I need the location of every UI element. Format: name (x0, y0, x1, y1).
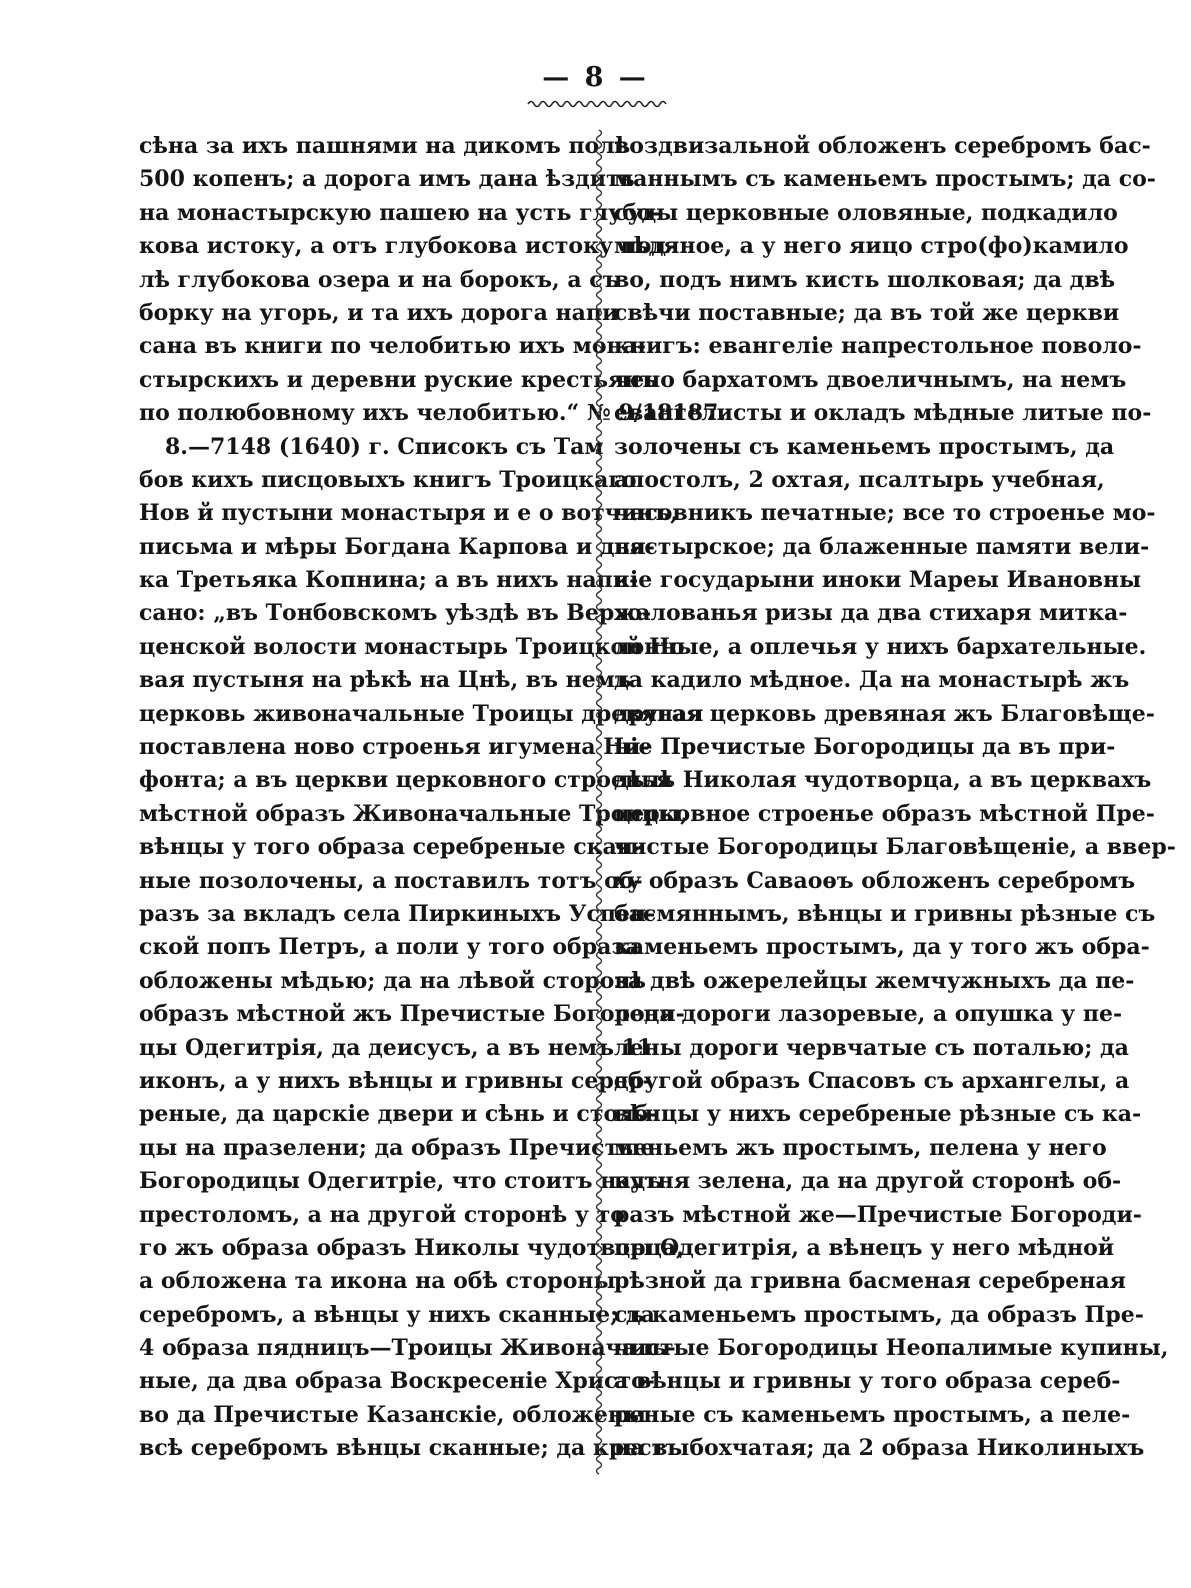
text-line: церковное строенье образъ мѣстной Пре- (614, 800, 1155, 827)
page-header (0, 62, 1191, 110)
text-line: чистые Богородицы Неопалимые купины, (614, 1335, 1169, 1362)
text-line: разъ за вкладъ села Пиркиныхъ Успен- (139, 900, 656, 927)
text-line: вѣнцы у того образа серебреные скан- (139, 834, 643, 861)
text-line: да кадило мѣдное. Да на монастырѣ жъ (614, 667, 1130, 694)
text-line: кіе государыни иноки Мареы Ивановны (614, 567, 1142, 594)
text-line: во, подъ нимъ кисть шолковая; да двѣ (614, 266, 1116, 293)
text-line: жалованья ризы да два стихаря митка- (614, 600, 1128, 627)
text-line: лѣ глубокова озера и на борокъ, а съ (139, 266, 620, 293)
text-line: образъ мѣстной жъ Пречистые Богороди- (139, 1001, 685, 1028)
text-line: за двѣ ожерелейцы жемчужныхъ да пе- (614, 967, 1135, 994)
text-line: ской попъ Петръ, а поли у того образа (139, 934, 640, 961)
text-line: маннымъ съ каменьемъ простымъ; да со- (614, 166, 1156, 193)
text-line: а обложена та икона на обѣ стороны (139, 1268, 616, 1295)
text-line: свѣчи поставные; да въ той же церкви (614, 299, 1120, 326)
text-line: го жъ образа образъ Николы чудотворца, (139, 1234, 684, 1261)
text-line: воздвизальной обложенъ серебромъ бас- (614, 133, 1151, 159)
text-line: цы на празелени; да образъ Пречистые (139, 1134, 655, 1161)
text-line: цы Одегитрія, а вѣнецъ у него мѣдной (614, 1234, 1115, 1261)
text-line: кова истоку, а отъ глубокова истоку под- (139, 233, 676, 260)
text-line: суды церковные оловяные, подкадило (614, 199, 1118, 226)
text-line: апостолъ, 2 охтая, псалтырь учебная, (614, 466, 1105, 493)
left-column (139, 130, 726, 1466)
text-line: другой образъ Спасовъ съ архангелы, а (614, 1067, 1130, 1094)
text-line-entry-start: 8.—7148 (1640) г. Списокъ съ Там (165, 433, 604, 460)
text-line: фонта; а въ церкви церковного строенья (139, 767, 673, 794)
text-line: съ каменьемъ простымъ, да образъ Пре- (614, 1301, 1144, 1328)
text-line: 4 образа пядницъ—Троицы Живоначаль- (139, 1335, 676, 1362)
text-line: бов кихъ писцовыхъ книгъ Троицкаго (139, 466, 637, 493)
text-line: часовникъ печатные; все то строенье мо- (614, 500, 1156, 527)
text-line: дѣлѣ Николая чудотворца, а въ церквахъ (614, 767, 1152, 794)
text-line: книгъ: евангеліе напрестольное поволо- (614, 333, 1142, 360)
text-line: лены дороги червчатые съ поталью; да (614, 1034, 1129, 1061)
text-line: сѣна за ихъ пашнями на дикомъ полѣ (139, 133, 631, 159)
text-line: цы Одегитрія, да деисусъ, а въ немъ 11 (139, 1034, 653, 1061)
text-line: ніе Пречистые Богородицы да въ при- (614, 734, 1116, 761)
text-line: настырское; да блаженные памяти вели- (614, 533, 1150, 560)
text-line: кутня зелена, да на другой сторонѣ об- (614, 1168, 1122, 1195)
text-line: всѣ серебромъ вѣнцы сканные; да крестъ (139, 1435, 683, 1462)
text-line: престоломъ, а на другой сторонѣ у то (139, 1201, 625, 1228)
text-line: вѣнцы у нихъ серебреные рѣзные съ ка- (614, 1101, 1142, 1128)
text-line: церковь живоначальные Троицы древяная (139, 700, 704, 727)
text-line: поставлена ново строенья игумена Ни- (139, 734, 650, 761)
text-line: реные, да царскіе двери и сѣнь и столб- (139, 1101, 658, 1128)
text-line: письма и мѣры Богдана Карпова и дья- (139, 533, 655, 560)
text-line: лонные, а оплечья у нихъ бархательные. (614, 633, 1147, 660)
text-line: борку на угорь, и та ихъ дорога напи (139, 299, 619, 326)
text-line: сана въ книги по челобитью ихъ мона- (139, 333, 646, 360)
text-line: иконъ, а у нихъ вѣнцы и гривны сереб- (139, 1067, 652, 1094)
text-line: 500 копенъ; а дорога имъ дана ѣздить (139, 166, 635, 193)
text-line: стырскихъ и деревни руские крестьянъ (139, 366, 658, 393)
header-wavy-rule (526, 98, 666, 110)
text-line: меньемъ жъ простымъ, пелена у него (614, 1134, 1107, 1161)
text-line: по полюбовному ихъ челобитью.“ № 9/18187. (139, 400, 726, 427)
text-line: ху образъ Саваоѳъ обложенъ серебромъ (614, 867, 1136, 894)
text-line: чено бархатомъ двоеличнымъ, на немъ (614, 366, 1127, 393)
text-line: ные позолочены, а поставилъ тотъ об- (139, 867, 643, 894)
text-line: вая пустыня на рѣкѣ на Цнѣ, въ немъ (139, 667, 632, 694)
text-line: во да Пречистые Казанскіе, обложены (139, 1401, 647, 1428)
text-line: на выбохчатая; да 2 образа Николиныхъ (614, 1435, 1145, 1462)
text-line: другая церковь древяная жъ Благовѣще- (614, 700, 1155, 727)
text-line: евангелисты и окладъ мѣдные литые по- (614, 400, 1152, 427)
text-line: Богородицы Одегитріе, что стоитъ надъ (139, 1168, 663, 1195)
text-line: разъ мѣстной же—Пречистые Богороди- (614, 1201, 1142, 1228)
column-divider-wavy-rule (589, 130, 609, 1465)
text-line: золочены съ каменьемъ простымъ, да (614, 433, 1115, 460)
right-column (614, 130, 1176, 1466)
page-number: — 8 — (542, 62, 649, 93)
text-line: лена дороги лазоревые, а опушка у пе- (614, 1001, 1123, 1028)
text-line: на монастырскую пашею на усть глубо- (139, 199, 661, 226)
text-line: серебромъ, а вѣнцы у нихъ сканные; да (139, 1301, 655, 1328)
text-line: мѣстной образъ Живоначальные Троицы, (139, 800, 688, 827)
text-line: а вѣнцы и гривны у того образа сереб- (614, 1368, 1121, 1395)
text-line: рѣзной да гривна басменая серебреная (614, 1268, 1126, 1295)
text-line: ценской волости монастырь Троицкой Но (139, 633, 685, 660)
text-line: обложены мѣдью; да на лѣвой сторонѣ (139, 967, 646, 994)
text-line: басмяннымъ, вѣнцы и гривны рѣзные съ (614, 900, 1156, 927)
text-line: ные, да два образа Воскресеніе Христо- (139, 1368, 655, 1395)
text-line: сано: „въ Тонбовскомъ уѣздѣ въ Верхо- (139, 600, 652, 627)
text-line: реные съ каменьемъ простымъ, а пеле- (614, 1401, 1131, 1428)
text-line: ка Третьяка Копнина; а въ нихъ напи- (139, 567, 639, 594)
text-line: чистые Богородицы Благовѣщеніе, а ввер- (614, 834, 1176, 861)
text-line: мѣдяное, а у него яицо стро(фо)камило (614, 233, 1129, 260)
text-line: каменьемъ простымъ, да у того жъ обра- (614, 934, 1150, 961)
text-line: Нов й пустыни монастыря и е о вотчинъ, (139, 500, 678, 527)
